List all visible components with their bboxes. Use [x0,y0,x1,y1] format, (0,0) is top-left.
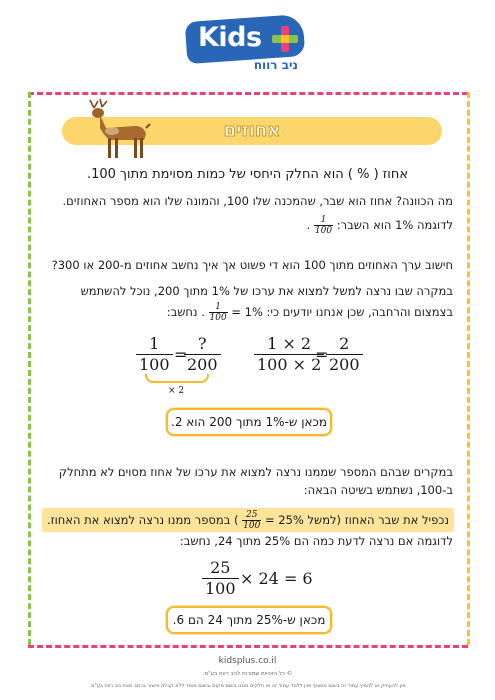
section2-line1: חישוב ערך האחוזים מתוך 100 הוא די פשוט אך איך נחשב אחוזים מ-200 או 300? [51,258,453,272]
fraction-numerator: 1 × 2 [254,334,324,355]
fraction-denominator: 100 × 2 [257,355,322,374]
fraction-numerator: 1 [209,302,228,313]
fraction-numerator: 25 [242,510,261,521]
equals-sign: = [174,345,188,364]
fraction-numerator: 2 [326,334,363,355]
section2-line3 [167,298,453,326]
footer-url[interactable]: kidsplus.co.il [218,656,277,666]
section1-line2-suffix: . [306,218,311,232]
highlight-prefix: נכפיל את שבר האחוז (למשל 25% = [265,513,449,527]
highlight-suffix: ) במספר ממנו נרצה למצוא את האחוז. [46,513,239,527]
section3-line1: במקרים שבהם המספר שממנו נרצה למצוא את ערכו של אחוז מסוים לא מתחלק [58,465,453,479]
fraction-denominator: 100 [314,226,333,236]
times-24-equals-6: × 24 = 6 [240,569,313,588]
section2-line2: במקרה שבו נרצה למשל למצוא את ערכו של 1% מתוך 200, נוכל להשתמש [80,284,453,298]
footer-note: אין להעתיק או להפיץ עמוד זה בשום אמצעי ואין ללמד עמוד זה או חלקים ממנו בשום מקום ובשום מוסד ללא קבלת אישור בכתב מאת ניב רווח בע"מ. [89,683,406,689]
multiply-bracket [145,374,209,383]
equation-fraction-2-200 [326,334,363,375]
result-callout-2: מכאן ש-25% מתוך 24 הם 6. [166,606,332,634]
equation-fraction-25-100 [202,558,239,599]
fraction-denominator: 100 [209,313,227,323]
fraction-denominator: 100 [139,355,170,374]
deer-illustration [80,98,156,162]
intro-definition: אחוז ( % ) הוא החלק היחסי של כמות מסוימת מתוך 100. [86,167,409,182]
equation-fraction-expanded [254,334,324,375]
fraction-denominator: 100 [205,579,236,598]
section3-line2: ב-100, נשתמש בשיטה הבאה: [303,483,453,497]
equation-fraction-q-200 [184,334,221,375]
kids-logo [186,18,304,76]
logo-subtitle: ניב רווח [253,58,298,72]
frame-top-line [28,92,468,95]
footer-copyright: © כל הזכויות שמורות לניב רווח בע"מ. [202,671,293,677]
fraction-denominator: 200 [329,355,360,374]
section2-line3-prefix: בצמצום והרחבה, שכן אנחנו יודעים כי: 1% = [231,305,453,319]
section1-line1: מה הכוונה? אחוז הוא שבר, שהמכנה שלו 100, והמונה שלו הוא מספר האחוזים. [62,194,453,208]
fraction-25-100 [242,510,261,531]
section1-line2-prefix: לדוגמה 1% הוא השבר: [336,218,453,232]
fraction-one-hundredth [314,215,333,236]
result-callout-1: מכאן ש-1% מתוך 200 הוא 2. [166,408,332,436]
fraction-numerator: 25 [202,558,239,579]
section3-highlight-text [47,507,449,533]
section3-line4: לדוגמה אם נרצה לדעת כמה הם 25% מתוך 24, נחשב: [179,534,453,548]
section2-line3-suffix: . נחשב: [166,305,205,319]
fraction-denominator: 100 [243,521,261,531]
fraction-denominator: 200 [187,355,218,374]
section1-line2 [307,212,453,238]
fraction-numerator: 1 [136,334,173,355]
frame-bottom-line [28,645,468,648]
times-two-label: × 2 [168,386,185,396]
logo-brand: Kids [198,22,262,53]
page-title: אחוזים [223,120,281,141]
fraction-one-hundredth-2 [209,302,228,323]
plus-icon [272,26,298,52]
fraction-numerator: 1 [314,215,333,226]
equals-sign: = [315,345,329,364]
fraction-numerator: ? [184,334,221,355]
equation-fraction-1-100 [136,334,173,375]
